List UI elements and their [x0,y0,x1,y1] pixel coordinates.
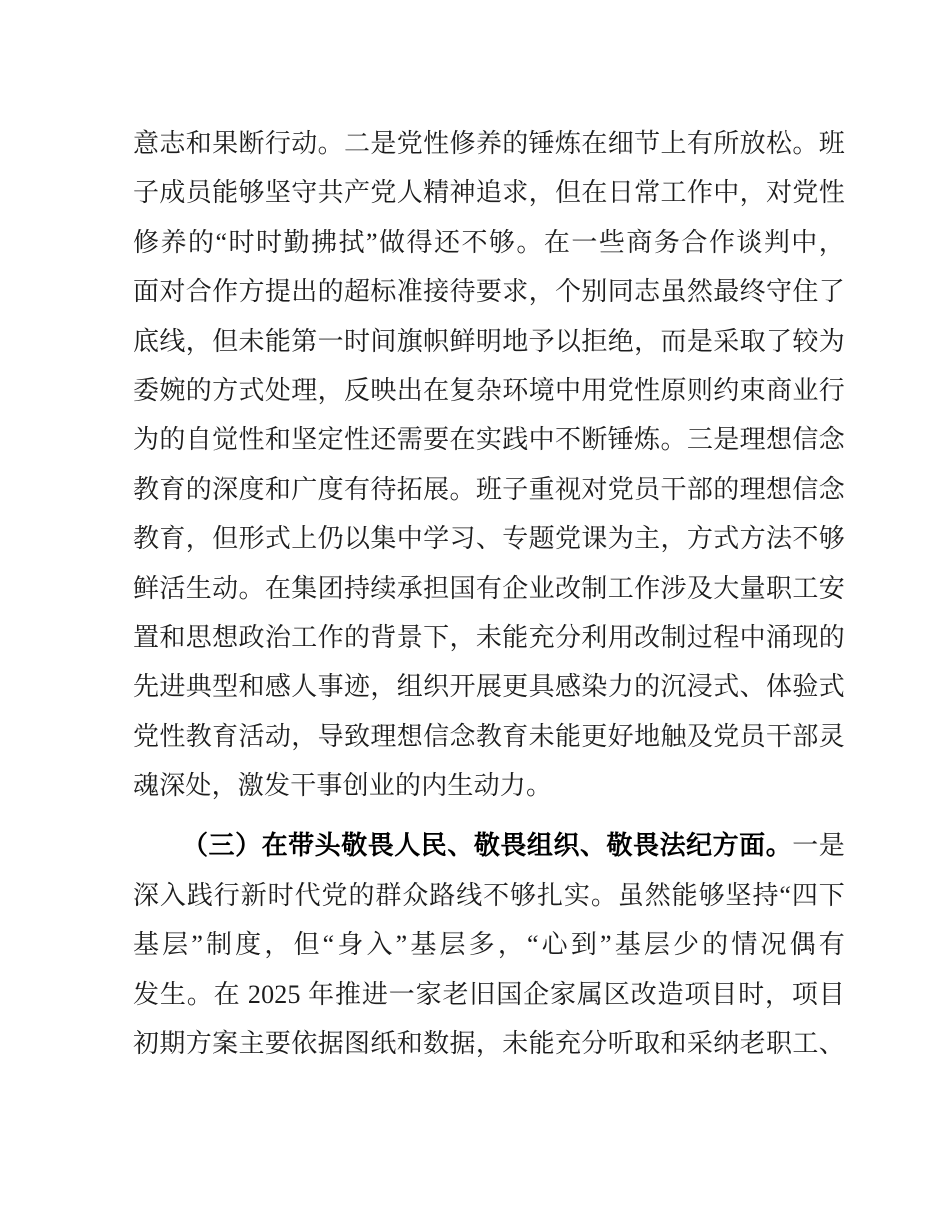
text-line: 深入践行新时代党的群众路线不够扎实。虽然能够坚持“四下 [133,880,845,910]
text-line: 发生。在 2025 年推进一家老旧国企家属区改造项目时，项目 [133,979,845,1009]
text-block [133,119,845,1068]
text-line: 面对合作方提出的超标准接待要求，个别同志虽然最终守住了 [133,277,845,307]
text-line: 教育，但形式上仍以集中学习、专题党课为主，方式方法不够 [133,524,845,554]
text-line: 为的自觉性和坚定性还需要在实践中不断锤炼。三是理想信念 [133,425,845,455]
text-line: 初期方案主要依据图纸和数据，未能充分听取和采纳老职工、 [133,1029,845,1059]
section-heading: （三）在带头敬畏人民、敬畏组织、敬畏法纪方面。 [182,830,793,861]
text-line: 基层”制度，但“身入”基层多，“心到”基层少的情况偶有 [133,930,845,960]
text-line: 鲜活生动。在集团持续承担国有企业改制工作涉及大量职工安 [133,573,845,603]
text-line: 委婉的方式处理，反映出在复杂环境中用党性原则约束商业行 [133,375,845,405]
text-line: 党性教育活动，导致理想信念教育未能更好地触及党员干部灵 [133,721,845,751]
text-line: 先进典型和感人事迹，组织开展更具感染力的沉浸式、体验式 [133,672,845,702]
paragraph-section-three [133,821,845,1068]
text-line: 置和思想政治工作的背景下，未能充分利用改制过程中涌现的 [133,622,845,652]
text-line: 修养的“时时勤拂拭”做得还不够。在一些商务合作谈判中， [133,227,845,257]
heading-tail-text: 一是 [792,831,845,861]
paragraph-continuation [133,119,845,810]
text-line: 魂深处，激发干事创业的内生动力。 [133,771,553,801]
text-line: 子成员能够坚守共产党人精神追求，但在日常工作中，对党性 [133,178,845,208]
text-line: 教育的深度和广度有待拓展。班子重视对党员干部的理想信念 [133,474,845,504]
text-line: 底线，但未能第一时间旗帜鲜明地予以拒绝，而是采取了较为 [133,326,845,356]
section-heading-line [133,821,845,870]
text-line: 意志和果断行动。二是党性修养的锤炼在细节上有所放松。班 [133,129,845,158]
